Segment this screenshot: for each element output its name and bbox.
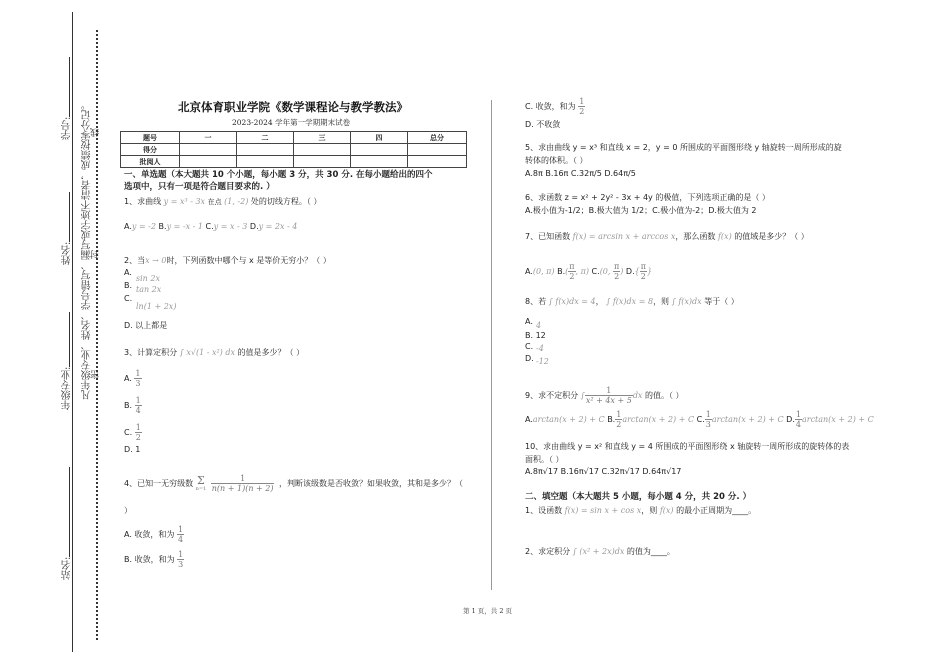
question-4-option-a: A. 收敛，和为 $\frac{1}{4}$ bbox=[124, 525, 184, 544]
question-2-option-d: D. 以上都是 bbox=[124, 321, 168, 330]
question-3: 3、计算定积分 ∫ x√(1 - x²) dx 的值是多少？（ ） bbox=[124, 348, 305, 357]
score-cell[interactable] bbox=[237, 144, 294, 156]
section1-heading-1: 一、单选题（本大题共 10 个小题，每小题 3 分，共 30 分. 在每小题给出的四个 bbox=[124, 170, 433, 180]
question-4-option-c: C. 收敛，和为 $\frac{1}{2}$ bbox=[525, 97, 585, 116]
question-5-line-2: 转体的体积。（ ） bbox=[525, 156, 588, 165]
score-cell[interactable] bbox=[408, 144, 467, 156]
score-cell[interactable] bbox=[408, 156, 467, 168]
question-10-line-2: 面积。（ ） bbox=[525, 455, 564, 464]
score-cell[interactable] bbox=[351, 144, 408, 156]
school-label: 站名: bbox=[60, 440, 75, 580]
question-10-options: A.8π√17 B.16π√17 C.32π√17 D.64π√17 bbox=[525, 467, 682, 476]
score-cell[interactable] bbox=[294, 156, 351, 168]
score-header-cell: 一 bbox=[180, 132, 237, 144]
question-8-option-a-expr: 4 bbox=[536, 321, 542, 330]
score-table-header-row bbox=[121, 132, 467, 144]
question-8-option-c: C. bbox=[525, 342, 534, 351]
score-row-label: 得分 bbox=[121, 144, 180, 156]
score-table-row bbox=[121, 156, 467, 168]
question-3-option-c: C. $\frac{1}{2}$ bbox=[124, 423, 141, 442]
question-2-option-a: A. bbox=[124, 268, 132, 277]
score-table-row bbox=[121, 144, 467, 156]
question-5-line-1: 5、求由曲线 y = x³ 和直线 x = 2，y = 0 所围成的平面图形绕 y 轴旋转一周所形成的旋 bbox=[525, 143, 842, 152]
score-table bbox=[120, 131, 467, 168]
question-8-option-b: B. 12 bbox=[525, 331, 546, 340]
question-2-option-b: B. bbox=[124, 281, 133, 290]
question-4: 4、已知一无穷级数 Σ n=1 $\frac{1}{n(n + 1)(n + 2)}$ ，判断该级数是否收敛？如果收敛，其和是多少？（ bbox=[124, 474, 464, 493]
question-10-line-1: 10、求由曲线 y = x² 和直线 y = 4 所围成的平面图形绕 x 轴旋转一周所形成的旋转体的表 bbox=[525, 442, 850, 451]
fill-question-2: 2、求定积分 ∫ (x² + 2x)dx 的值为____。 bbox=[525, 547, 675, 556]
score-header-cell: 四 bbox=[351, 132, 408, 144]
score-header-cell: 三 bbox=[294, 132, 351, 144]
question-2: 2、当x → 0时，下列函数中哪个与 x 是等价无穷小？（ ） bbox=[124, 256, 331, 265]
score-cell[interactable] bbox=[180, 156, 237, 168]
name-label: 姓名: bbox=[60, 175, 75, 265]
score-header-cell: 二 bbox=[237, 132, 294, 144]
seal-mark-2: 封 bbox=[91, 250, 101, 259]
score-cell[interactable] bbox=[237, 156, 294, 168]
question-6: 6、求函数 z = x² + 2y² - 3x + 4y 的极值，下列选项正确的是（ ） bbox=[525, 193, 770, 202]
score-row-label: 批阅人 bbox=[121, 156, 180, 168]
question-5-options: A.8π B.16π C.32π/5 D.64π/5 bbox=[525, 169, 636, 178]
grade-major-label: 年级专业: bbox=[60, 300, 75, 410]
question-8-option-c-expr: -4 bbox=[536, 344, 544, 353]
score-cell[interactable] bbox=[180, 144, 237, 156]
question-8-option-d: D. bbox=[525, 354, 534, 363]
score-cell[interactable] bbox=[294, 144, 351, 156]
question-3-option-b: B. $\frac{1}{4}$ bbox=[124, 396, 141, 415]
student-no-label: 学号: bbox=[60, 40, 75, 140]
column-divider bbox=[491, 100, 492, 590]
score-header-cell: 题号 bbox=[121, 132, 180, 144]
question-8: 8、若 ∫ f(x)dx = 4， ∫ f(x)dx = 8，则 ∫ f(x)dx 等于（ ） bbox=[525, 297, 739, 306]
question-2-option-b-expr: tan 2x bbox=[136, 285, 162, 294]
binding-notice: 凡年级专业、姓名、学号错写、漏写或字迹不清者，成绩按零分记。 bbox=[82, 100, 93, 400]
question-2-option-c-expr: ln(1 + 2x) bbox=[136, 302, 177, 311]
page-footer: 第 1 页，共 2 页 bbox=[463, 607, 513, 615]
question-4-option-b: B. 收敛，和为 $\frac{1}{3}$ bbox=[124, 550, 184, 569]
question-7-options: A.(0, π) B.( $\frac{\pi}{2}$ , π) C.(0, $\frac{\pi}{2}$ ) D.{ $\frac{\pi}{2}$ } bbox=[525, 262, 653, 281]
question-1-options: A.y = -2 B.y = -x - 1 C.y = x - 3 D.y = 2x - 4 bbox=[124, 222, 298, 231]
question-2-option-a-expr: sin 2x bbox=[136, 274, 160, 283]
seal-mark-3: 线 bbox=[91, 128, 101, 137]
question-4-close: ） bbox=[124, 506, 132, 515]
score-cell[interactable] bbox=[351, 156, 408, 168]
question-3-option-d: D. 1 bbox=[124, 445, 141, 454]
exam-title: 北京体育职业学院《数学课程论与教学教法》 bbox=[178, 100, 408, 114]
question-8-option-a: A. bbox=[525, 317, 533, 326]
seal-mark-1: 密 bbox=[91, 370, 101, 379]
question-9: 9、求不定积分 ∫ $\frac{1}{\text{x² + 4x + 5}}$ dx 的值。（ ） bbox=[525, 386, 684, 405]
fill-question-1: 1、设函数 f(x) = sin x + cos x，则 f(x) 的最小正周期为____。 bbox=[525, 506, 757, 515]
question-9-options: A.arctan(x + 2) + C B. $\frac{1}{2}$ arctan(x + 2) + C C. $\frac{1}{3}$ arctan(x + 2) + C D. $\frac{1}{4}$ arctan(x + 2) + C bbox=[525, 410, 874, 429]
question-4-option-d: D. 不收敛 bbox=[525, 120, 561, 129]
question-7: 7、已知函数 f(x) = arcsin x + arccos x，那么函数 f(x) 的值域是多少？（ ） bbox=[525, 232, 809, 241]
binding-line-dashed bbox=[96, 30, 98, 640]
exam-subtitle: 2023-2024 学年第一学期期末试卷 bbox=[232, 118, 351, 127]
question-1: 1、求曲线 y = x³ - 3x 在点 (1, -2) 处的切线方程。（ ） bbox=[124, 197, 322, 206]
question-3-option-a: A. $\frac{1}{3}$ bbox=[124, 369, 141, 388]
section2-heading: 二、填空题（本大题共 5 小题，每小题 4 分，共 20 分. ） bbox=[525, 492, 752, 502]
section1-heading-2: 选项中，只有一项是符合题目要求的. ） bbox=[124, 182, 275, 192]
score-header-cell: 总分 bbox=[408, 132, 467, 144]
question-6-options: A.极小值为-1/2；B.极大值为 1/2；C.极小值为-2；D.极大值为 2 bbox=[525, 206, 757, 215]
question-2-option-c: C. bbox=[124, 294, 133, 303]
question-8-option-d-expr: -12 bbox=[536, 357, 549, 366]
